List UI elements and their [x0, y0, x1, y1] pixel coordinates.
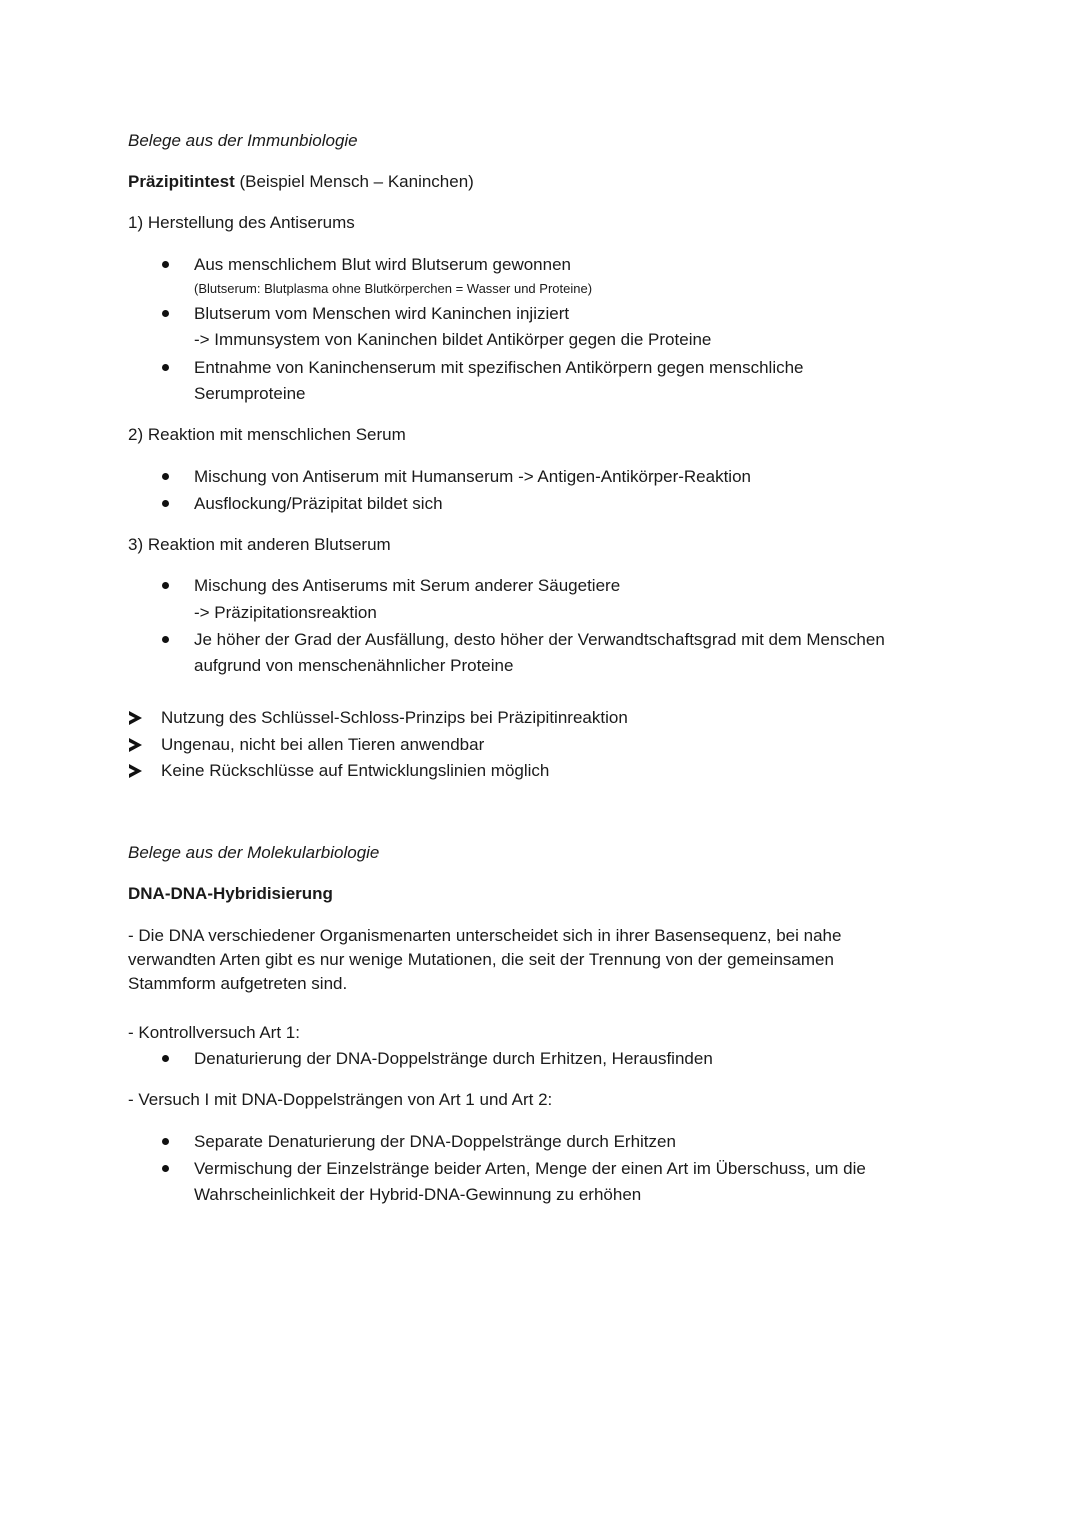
conclusion-item: Nutzung des Schlüssel-Schloss-Prinzips bei Präzipitinreaktion	[161, 708, 628, 727]
step1-heading: 1) Herstellung des Antiserums	[128, 213, 355, 232]
control-bullet1: Denaturierung der DNA-Doppelstränge durch Erhitzen, Herausfinden	[194, 1049, 713, 1068]
arrow-bullet-icon	[129, 764, 142, 778]
bullet-icon	[162, 473, 169, 480]
step1-bullet2-line1: Blutserum vom Menschen wird Kaninchen injiziert	[194, 304, 570, 323]
test-title-bold: Präzipitintest	[128, 172, 235, 191]
step1-bullet3-line2: Serumproteine	[194, 384, 306, 403]
bullet-icon	[162, 636, 169, 643]
control-heading: - Kontrollversuch Art 1:	[128, 1023, 300, 1042]
step2-heading: 2) Reaktion mit menschlichen Serum	[128, 425, 406, 444]
step3-bullet1-line2: -> Präzipitationsreaktion	[194, 603, 377, 622]
test-title-rest: (Beispiel Mensch – Kaninchen)	[234, 172, 474, 191]
step2-bullet1: Mischung von Antiserum mit Humanserum -> Antigen-Antikörper-Reaktion	[194, 467, 751, 486]
bullet-icon	[162, 1055, 169, 1062]
intro-line3: Stammform aufgetreten sind.	[128, 974, 348, 993]
bullet-icon	[162, 261, 169, 268]
method-title: DNA-DNA-Hybridisierung	[128, 884, 333, 903]
step1-bullet3-line1: Entnahme von Kaninchenserum mit spezifischen Antikörpern gegen menschliche	[194, 358, 804, 377]
section-title-molekularbiologie: Belege aus der Molekularbiologie	[128, 843, 380, 862]
step3-bullet1-line1: Mischung des Antiserums mit Serum anderer Säugetiere	[194, 576, 621, 595]
trial-bullet2-line2: Wahrscheinlichkeit der Hybrid-DNA-Gewinnung zu erhöhen	[194, 1185, 642, 1204]
step3-bullet2-line1: Je höher der Grad der Ausfällung, desto höher der Verwandtschaftsgrad mit dem Menschen	[194, 630, 885, 649]
step1-bullet2-line2: -> Immunsystem von Kaninchen bildet Antikörper gegen die Proteine	[194, 330, 712, 349]
test-title	[128, 169, 474, 195]
step1-bullet1-note: (Blutserum: Blutplasma ohne Blutkörperchen = Wasser und Proteine)	[194, 281, 593, 296]
arrow-bullet-icon	[129, 738, 142, 752]
bullet-icon	[162, 1165, 169, 1172]
arrow-bullet-icon	[129, 711, 142, 725]
step3-heading: 3) Reaktion mit anderen Blutserum	[128, 535, 391, 554]
step1-bullet1: Aus menschlichem Blut wird Blutserum gewonnen	[194, 255, 572, 274]
step2-bullet2: Ausflockung/Präzipitat bildet sich	[194, 494, 443, 513]
section-title-immunbiologie: Belege aus der Immunbiologie	[128, 131, 358, 150]
bullet-icon	[162, 364, 169, 371]
conclusion-item: Keine Rückschlüsse auf Entwicklungslinien möglich	[161, 761, 550, 780]
conclusion-item: Ungenau, nicht bei allen Tieren anwendbar	[161, 735, 485, 754]
trial-bullet2-line1: Vermischung der Einzelstränge beider Arten, Menge der einen Art im Überschuss, um die	[194, 1159, 866, 1178]
bullet-icon	[162, 310, 169, 317]
bullet-icon	[162, 582, 169, 589]
intro-line2: verwandten Arten gibt es nur wenige Mutationen, die seit der Trennung von der gemeinsamen	[128, 950, 834, 969]
trial-bullet1: Separate Denaturierung der DNA-Doppelstränge durch Erhitzen	[194, 1132, 676, 1151]
bullet-icon	[162, 500, 169, 507]
bullet-icon	[162, 1138, 169, 1145]
trial-heading: - Versuch I mit DNA-Doppelsträngen von Art 1 und Art 2:	[128, 1090, 553, 1109]
step3-bullet2-line2: aufgrund von menschenähnlicher Proteine	[194, 656, 514, 675]
intro-line1: - Die DNA verschiedener Organismenarten unterscheidet sich in ihrer Basensequenz, bei nahe	[128, 926, 842, 945]
